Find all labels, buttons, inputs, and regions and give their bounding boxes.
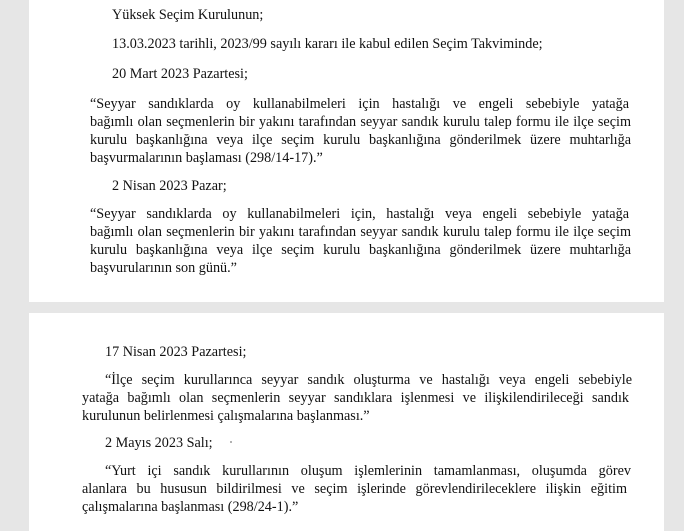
entry-text-line: kurulu başkanlığına veya ilçe seçim kurulu başkanlığına gönderilmek üzere muhtarlığa [90,242,631,258]
entry-date: 17 Nisan 2023 Pazartesi; [105,344,247,360]
entry-text-line: “Seyyar sandıklarda oy kullanabilmeleri için, hastalığı veya engeli sebebiyle yatağa [90,206,629,222]
entry-text-line: yatağa bağımlı olan seçmenlerin seyyar sandıklara işlenmesi ve ilişkilendirileceği sandık [82,390,629,406]
entry-text-line: bağımlı olan seçmenlerin bir yakını tarafından seyyar sandık kurulu talep formu ile ilçe seçim [90,224,631,240]
document-page-2 [29,313,664,531]
entry-text-line: bağımlı olan seçmenlerin bir yakını tarafından seyyar sandık kurulu talep formu ile ilçe seçim [90,114,631,130]
entry-text-line: kurulu başkanlığına veya ilçe seçim kurulu başkanlığına gönderilmek üzere muhtarlığa [90,132,631,148]
decision-line: 13.03.2023 tarihli, 2023/99 sayılı kararı ile kabul edilen Seçim Takviminde; [112,36,543,52]
intro-line: Yüksek Seçim Kurulunun; [112,7,264,23]
entry-text-line: alanlara bu hususun bildirilmesi ve seçim işlerinde görevlendirileceklere ilişkin eğitim [82,481,627,497]
entry-text-line: başvurularının son günü.” [90,260,237,276]
entry-text-line: “İlçe seçim kurullarınca seyyar sandık oluşturma ve hastalığı veya engeli sebebiyle [105,372,632,388]
document-page-1 [29,0,664,302]
entry-text-line: “Yurt içi sandık kurullarının oluşum işlemlerinin tamamlanması, oluşumda görev [105,463,631,479]
entry-text-line: “Seyyar sandıklarda oy kullanabilmeleri için hastalığı ve engeli sebebiyle yatağa [90,96,629,112]
entry-text-line: başvurmalarının başlaması (298/14-17).” [90,150,323,166]
scan-speck [230,441,232,443]
entry-text-line: çalışmalarına başlanması (298/24-1).” [82,499,299,515]
entry-text-line: kurulunun belirlenmesi çalışmalarına başlanması.” [82,408,370,424]
entry-date: 20 Mart 2023 Pazartesi; [112,66,248,82]
entry-date: 2 Nisan 2023 Pazar; [112,178,227,194]
entry-date: 2 Mayıs 2023 Salı; [105,435,213,451]
